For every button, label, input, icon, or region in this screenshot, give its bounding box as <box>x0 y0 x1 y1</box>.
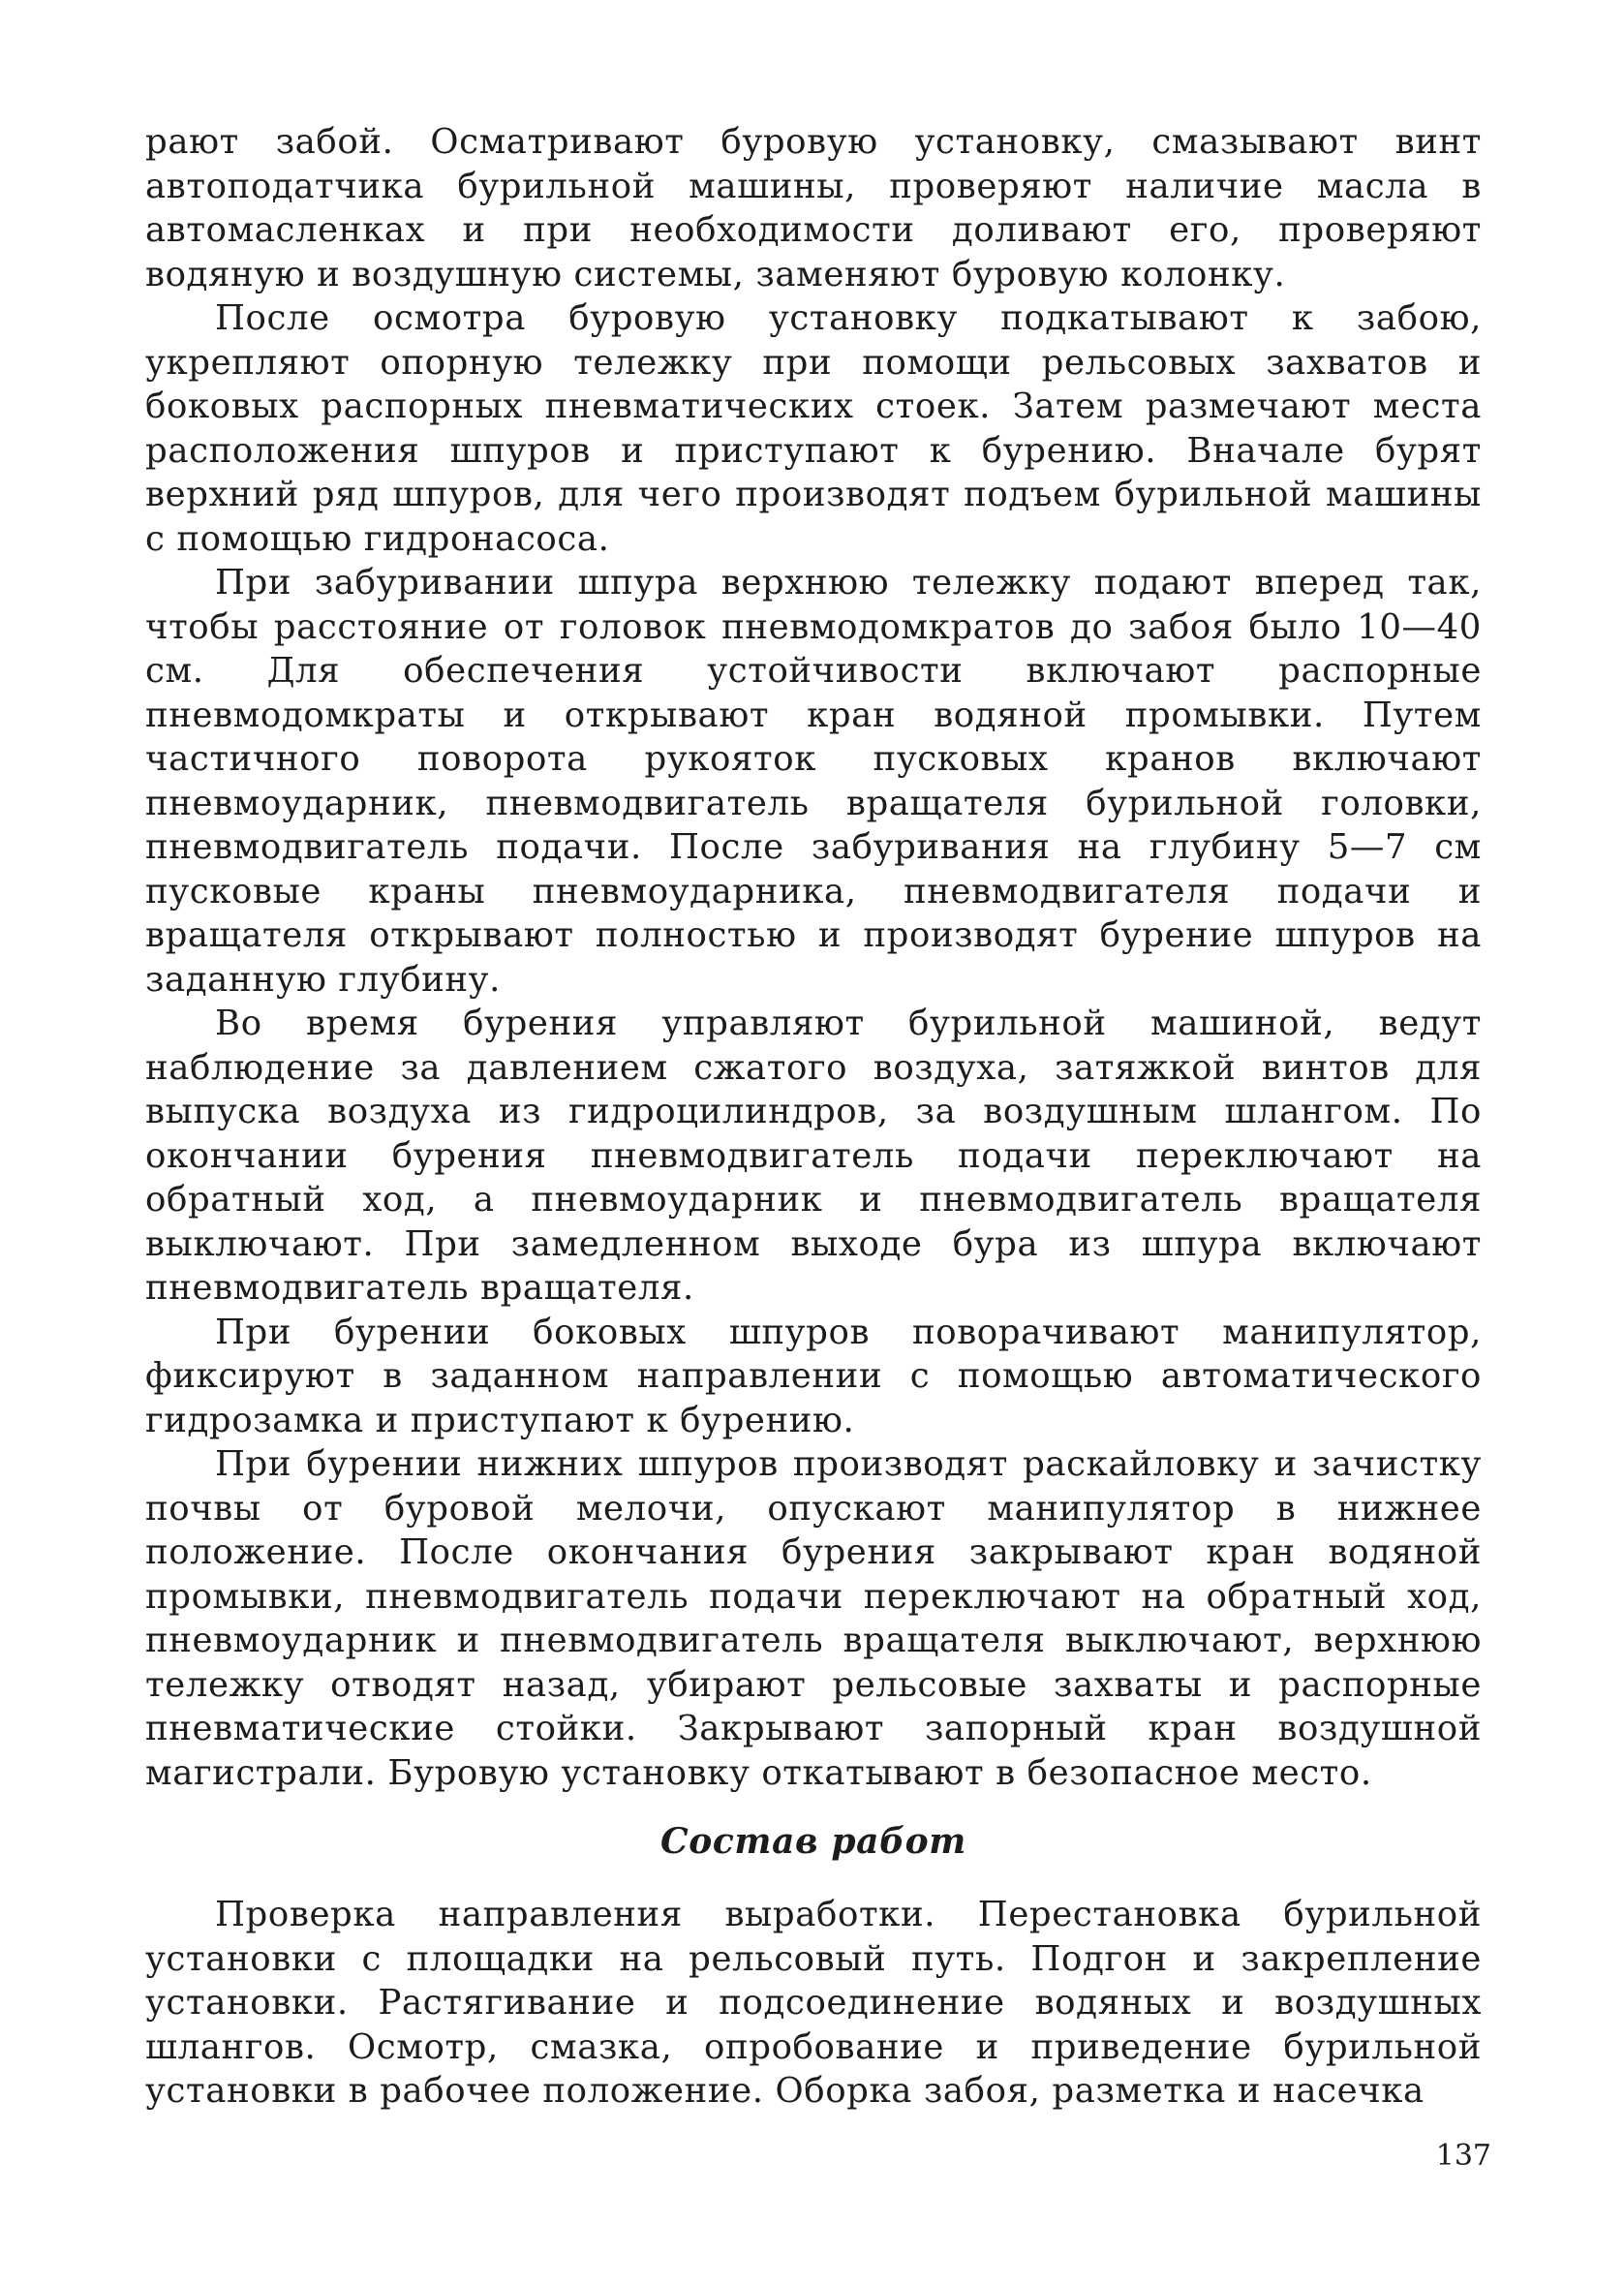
paragraph-collaring: При забуривании шпура верхнюю тележку подают вперед так, чтобы расстояние от головок пневмодомкратов до забоя было 10—40 см. Для обеспечения устойчивости включают распорные пневмодомкраты и открывают кран водяной промывки. Путем частичного поворота рукояток пусковых кранов включают пневмоударник, пневмодвигатель вращателя бурильной головки, пневмодвигатель подачи. После забуривания на глубину 5—7 см пусковые краны пневмоударника, пневмодвигателя подачи и вращателя открывают полностью и производят бурение шпуров на заданную глубину. <box>145 563 1482 1000</box>
paragraph-side-holes: При бурении боковых шпуров поворачивают манипулятор, фиксируют в заданном направлении с помощью автоматического гидрозамка и приступают к бурению. <box>145 1312 1482 1440</box>
paragraph-continuation: рают забой. Осматривают буровую установку, смазывают винт автоподатчика бурильной машины, проверяют наличие масла в автомасленках и при необходимости доливают его, проверяют водяную и воздушную системы, заменяют буровую колонку. <box>145 122 1482 294</box>
paragraph-drilling-control: Во время бурения управляют бурильной машиной, ведут наблюдение за давлением сжатого воздуха, затяжкой винтов для выпуска воздуха из гидроцилиндров, за воздушным шлангом. По окончании бурения пневмодвигатель подачи переключают на обратный ход, а пневмоударник и пневмодвигатель вращателя выключают. При замедленном выходе бура из шпура включают пневмодвигатель вращателя. <box>145 1004 1482 1308</box>
page-number: 137 <box>1435 2139 1491 2173</box>
page-body <box>145 120 1482 2114</box>
paragraph-inspection: После осмотра буровую установку подкатывают к забою, укрепляют опорную тележку при помощи рельсовых захватов и боковых распорных пневматических стоек. Затем размечают места расположения шпуров и приступают к бурению. Вначале бурят верхний ряд шпуров, для чего производят подъем бурильной машины с помощью гидронасоса. <box>145 298 1482 559</box>
paragraph-bottom-holes: При бурении нижних шпуров производят раскайловку и зачистку почвы от буровой мелочи, опускают манипулятор в нижнее положение. После окончания бурения закрывают кран водяной промывки, пневмодвигатель подачи переключают на обратный ход, пневмоударник и пневмодвигатель вращателя выключают, верхнюю тележку отводят назад, убирают рельсовые захваты и распорные пневматические стойки. Закрывают запорный кран воздушной магистрали. Буровую установку откатывают в безопасное место. <box>145 1444 1482 1793</box>
paragraph-work-composition: Проверка направления выработки. Перестановка бурильной установки с площадки на рельсовый путь. Подгон и закрепление установки. Растягивание и подсоединение водяных и воздушных шлангов. Осмотр, смазка, опробование и приведение бурильной установки в рабочее положение. Оборка забоя, разметка и насечка <box>145 1895 1482 2111</box>
section-title: Состав работ <box>660 1821 966 1862</box>
